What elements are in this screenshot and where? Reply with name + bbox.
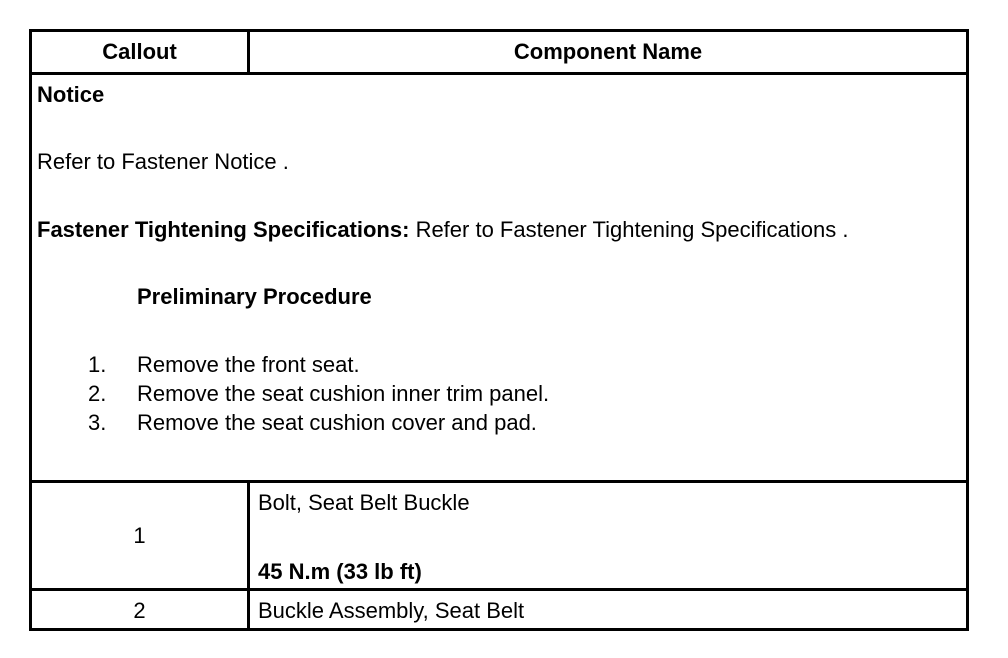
tightening-spec-text: Refer to Fastener Tightening Specifications . bbox=[415, 217, 849, 242]
row-divider bbox=[32, 480, 966, 483]
header-component-name: Component Name bbox=[513, 39, 703, 64]
row-divider bbox=[32, 72, 966, 75]
row-torque-spec: 45 N.m (33 lb ft) bbox=[258, 559, 422, 584]
row-divider bbox=[32, 588, 966, 591]
notice-title: Notice bbox=[37, 82, 105, 107]
step-text: Remove the seat cushion inner trim panel. bbox=[137, 381, 550, 406]
step-text: Remove the front seat. bbox=[137, 352, 360, 377]
row-callout: 1 bbox=[133, 523, 146, 548]
step-number: 2. bbox=[88, 381, 107, 406]
component-table bbox=[29, 29, 969, 631]
header-callout: Callout bbox=[102, 39, 177, 64]
tightening-spec-label: Fastener Tightening Specifications: bbox=[37, 217, 410, 242]
step-text: Remove the seat cushion cover and pad. bbox=[137, 410, 537, 435]
column-divider bbox=[247, 482, 250, 628]
step-number: 3. bbox=[88, 410, 107, 435]
row-component-name: Bolt, Seat Belt Buckle bbox=[258, 490, 470, 515]
procedure-title: Preliminary Procedure bbox=[137, 284, 372, 309]
tightening-spec-line bbox=[37, 217, 848, 243]
row-callout: 2 bbox=[133, 598, 146, 623]
fastener-notice-text: Refer to Fastener Notice . bbox=[37, 149, 289, 174]
step-number: 1. bbox=[88, 352, 107, 377]
row-component-name: Buckle Assembly, Seat Belt bbox=[258, 598, 525, 623]
